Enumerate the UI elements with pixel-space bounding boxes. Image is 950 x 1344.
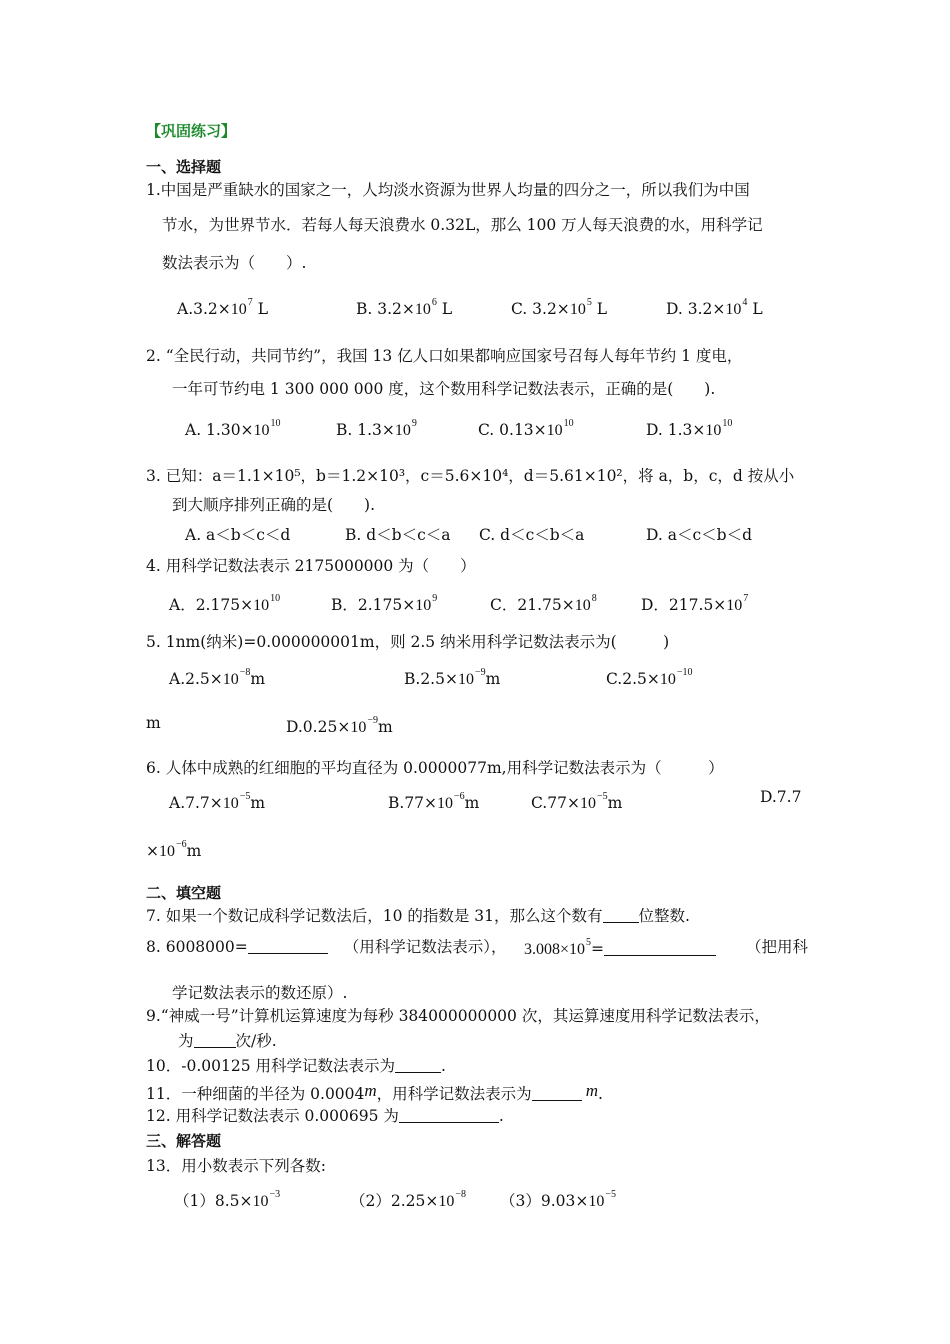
- q9-blank[interactable]: [194, 1033, 236, 1048]
- q3-option-a: A. a＜b＜c＜d: [185, 526, 291, 544]
- section-title-fill: 二、填空题: [146, 884, 222, 902]
- q5-option-c-unit: m: [146, 714, 161, 732]
- q4-option-c: C．$21.75\times 10^8$: [490, 593, 597, 614]
- q6-option-c: $C.77\times 10^{-5}m$: [531, 791, 623, 812]
- q13-line1: 13．用小数表示下列各数:: [146, 1157, 326, 1175]
- q5-option-c: $C.2.5\times 10^{-10}$: [606, 667, 693, 688]
- q1-option-b: B. $3.2\times 10^6$ L: [356, 297, 453, 318]
- q2-line2: 一年可节约电 1 300 000 000 度，这个数用科学记数法表示，正确的是( ).: [172, 380, 716, 398]
- q13-item-1: $(1)8.5\times 10^{-3}$: [174, 1189, 281, 1210]
- q7: 7. 如果一个数记成科学记数法后，10 的指数是 31，那么这个数有 位整数.: [146, 907, 690, 925]
- q8-blank-1[interactable]: [248, 939, 328, 954]
- q2-option-a: A. $1.30\times 10^{10}$: [185, 418, 281, 439]
- q3-line2: 到大顺序排列正确的是( ).: [172, 496, 376, 514]
- q8-expression: $3.008\times 10^5=$: [524, 933, 716, 960]
- q1-option-a: $A.3.2\times 10^7$ L: [177, 297, 268, 318]
- q12: 12. 用科学记数法表示 0.000695 为 .: [146, 1107, 504, 1125]
- q6-option-d: D.7.7: [760, 788, 802, 806]
- q1-line3: 数法表示为（ ）.: [162, 254, 307, 272]
- q4-option-b: B．$2.175\times 10^9$: [331, 593, 438, 614]
- q6-option-d-cont: $\times 10^{-6}m$: [146, 839, 202, 860]
- q2-option-b: B. $1.3\times 10^9$: [336, 418, 417, 439]
- q1-option-c: C. $3.2\times 10^5$ L: [511, 297, 608, 318]
- q3-line1: 3. 已知：a＝1.1×10⁵，b＝1.2×10³，c＝5.6×10⁴，d＝5.61×10²，将 a，b，c，d 按从小: [146, 467, 795, 485]
- q6-option-b: $B.77\times 10^{-6}m$: [388, 791, 480, 812]
- q8-line1-tail: （把用科: [746, 938, 809, 956]
- q10-blank[interactable]: [395, 1058, 441, 1073]
- q9-line1: 9.“神威一号”计算机运算速度为每秒 384000000000 次，其运算速度用科学记数法表示，: [146, 1007, 770, 1025]
- q12-blank[interactable]: [399, 1108, 499, 1123]
- q1-line2: 节水，为世界节水．若每人每天浪费水 0.32L，那么 100 万人每天浪费的水，用科学记: [162, 216, 763, 234]
- q13-item-2: $(2)2.25\times 10^{-8}$: [350, 1189, 467, 1210]
- q10: 10．-0.00125 用科学记数法表示为 .: [146, 1057, 446, 1075]
- q2-option-c: C. $0.13\times 10^{10}$: [478, 418, 574, 439]
- q8-blank-2[interactable]: [604, 941, 716, 956]
- q3-option-d: D. a＜c＜b＜d: [646, 526, 752, 544]
- q1-option-d: D. $3.2\times 10^4$ L: [666, 297, 763, 318]
- q5-option-b: $B.2.5\times 10^{-9}m$: [404, 667, 501, 688]
- section-header: 【巩固练习】: [146, 122, 237, 140]
- q11: 11．一种细菌的半径为 0.0004m，用科学记数法表示为 m.: [146, 1081, 603, 1103]
- q4-line1: 4. 用科学记数法表示 2175000000 为（ ）: [146, 557, 476, 575]
- q6-line1: 6. 人体中成熟的红细胞的平均直径为 0.0000077m,用科学记数法表示为（ ）: [146, 759, 724, 777]
- section-title-answer: 三、解答题: [146, 1132, 222, 1150]
- q5-option-a: $A.2.5\times 10^{-8}m$: [169, 667, 266, 688]
- q7-blank[interactable]: [603, 908, 639, 923]
- q6-option-a: $A.7.7\times 10^{-5}m$: [169, 791, 266, 812]
- q4-option-d: D．$217.5\times 10^7$: [641, 593, 749, 614]
- q2-line1: 2. “全民行动，共同节约”，我国 13 亿人口如果都响应国家号召每人每年节约 1 度电，: [146, 347, 743, 365]
- q3-option-b: B. d＜b＜c＜a: [345, 526, 451, 544]
- q5-option-d: $D.0.25\times 10^{-9}m$: [286, 715, 393, 736]
- q3-option-c: C. d＜c＜b＜a: [479, 526, 585, 544]
- q5-line1: 5. 1nm(纳米)=0.000000001m，则 2.5 纳米用科学记数法表示为( ): [146, 633, 670, 651]
- q11-blank[interactable]: [532, 1086, 582, 1101]
- q13-item-3: $(3)9.03\times 10^{-5}$: [500, 1189, 617, 1210]
- q1-line1: 1.中国是严重缺水的国家之一，人均淡水资源为世界人均量的四分之一，所以我们为中国: [146, 181, 750, 199]
- q2-option-d: D. $1.3\times 10^{10}$: [646, 418, 733, 439]
- q4-option-a: A．$2.175\times 10^{10}$: [169, 593, 281, 614]
- q9-line2: 为 次/秒.: [178, 1032, 277, 1050]
- q8-line2: 学记数法表示的数还原）.: [172, 984, 348, 1002]
- q8: 8. 6008000= （用科学记数法表示），: [146, 938, 507, 956]
- section-title-choice: 一、选择题: [146, 158, 222, 176]
